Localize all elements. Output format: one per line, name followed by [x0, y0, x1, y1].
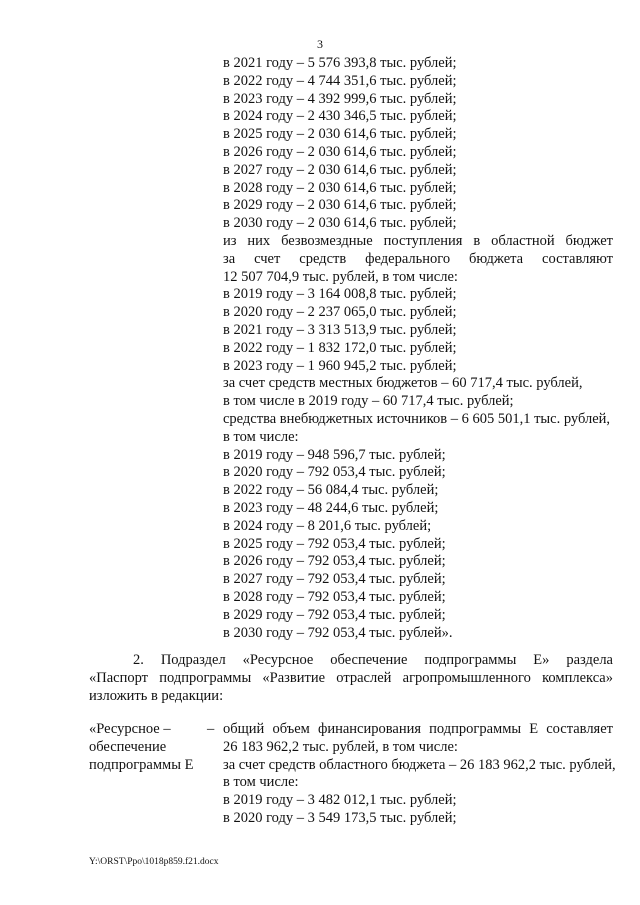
- funding-line: в 2024 году – 2 430 346,5 тыс. рублей;: [223, 108, 457, 125]
- label-line: обеспечение: [89, 738, 167, 755]
- amendment-line: изложить в редакции:: [89, 687, 224, 704]
- funding-line: в 2030 году – 2 030 614,6 тыс. рублей;: [223, 215, 457, 232]
- funding-line: в 2030 году – 792 053,4 тыс. рублей».: [223, 624, 453, 641]
- funding-line: в 2027 году – 2 030 614,6 тыс. рублей;: [223, 161, 457, 178]
- value-line: в 2020 году – 3 549 173,5 тыс. рублей;: [223, 809, 457, 826]
- funding-line: за счет средств федерального бюджета составляют: [223, 250, 613, 267]
- funding-line: в 2027 году – 792 053,4 тыс. рублей;: [223, 571, 446, 588]
- label-line: «Ресурсное –: [89, 721, 171, 737]
- amendment-line: «Паспорт подпрограммы «Развитие отраслей агропромышленного комплекса»: [89, 669, 613, 686]
- value-line: за счет средств областного бюджета – 26 183 962,2 тыс. рублей,: [223, 756, 616, 773]
- funding-line: в том числе в 2019 году – 60 717,4 тыс. рублей;: [223, 393, 514, 410]
- funding-line: в 2029 году – 2 030 614,6 тыс. рублей;: [223, 197, 457, 214]
- funding-line: за счет средств местных бюджетов – 60 717,4 тыс. рублей,: [223, 375, 583, 392]
- file-path-footer: Y:\ORST\Ppo\1018p859.f21.docx: [89, 857, 219, 867]
- funding-line: средства внебюджетных источников – 6 605 501,1 тыс. рублей,: [223, 410, 611, 427]
- funding-line: в 2028 году – 792 053,4 тыс. рублей;: [223, 588, 446, 605]
- funding-line: в 2026 году – 792 053,4 тыс. рублей;: [223, 553, 446, 570]
- amendment-paragraph: [89, 652, 613, 705]
- resource-table-dash: [207, 721, 221, 739]
- funding-line: в 2021 году – 3 313 513,9 тыс. рублей;: [223, 321, 457, 338]
- funding-line: в 2021 году – 5 576 393,8 тыс. рублей;: [223, 55, 457, 71]
- funding-line: в 2025 году – 2 030 614,6 тыс. рублей;: [223, 126, 457, 143]
- value-line: общий объем финансирования подпрограммы Е составляет: [223, 721, 613, 737]
- funding-block: [223, 55, 613, 642]
- funding-line: 12 507 704,9 тыс. рублей, в том числе:: [223, 268, 458, 285]
- funding-line: из них безвозмездные поступления в областной бюджет: [223, 232, 613, 249]
- funding-line: в 2023 году – 4 392 999,6 тыс. рублей;: [223, 90, 457, 107]
- value-line: в том числе:: [223, 774, 299, 791]
- value-line: в 2019 году – 3 482 012,1 тыс. рублей;: [223, 792, 457, 809]
- funding-line: в 2028 году – 2 030 614,6 тыс. рублей;: [223, 179, 457, 196]
- funding-line: в 2025 году – 792 053,4 тыс. рублей;: [223, 535, 446, 552]
- funding-line: в 2029 году – 792 053,4 тыс. рублей;: [223, 606, 446, 623]
- funding-line: в 2024 году – 8 201,6 тыс. рублей;: [223, 517, 432, 534]
- funding-line: в 2023 году – 48 244,6 тыс. рублей;: [223, 499, 439, 516]
- dash-mark: –: [207, 721, 215, 737]
- funding-line: в 2023 году – 1 960 945,2 тыс. рублей;: [223, 357, 457, 374]
- amendment-line: 2. Подраздел «Ресурсное обеспечение подпрограммы Е» раздела: [133, 652, 613, 668]
- resource-table-label: [89, 721, 209, 774]
- funding-line: в том числе:: [223, 428, 299, 445]
- funding-line: в 2020 году – 792 053,4 тыс. рублей;: [223, 464, 446, 481]
- resource-table-values: [223, 721, 616, 828]
- funding-line: в 2022 году – 4 744 351,6 тыс. рублей;: [223, 72, 457, 89]
- funding-line: в 2026 году – 2 030 614,6 тыс. рублей;: [223, 143, 457, 160]
- label-line: подпрограммы Е: [89, 756, 194, 773]
- funding-line: в 2022 году – 1 832 172,0 тыс. рублей;: [223, 339, 457, 356]
- funding-line: в 2022 году – 56 084,4 тыс. рублей;: [223, 482, 439, 499]
- funding-line: в 2020 году – 2 237 065,0 тыс. рублей;: [223, 304, 457, 321]
- value-line: 26 183 962,2 тыс. рублей, в том числе:: [223, 738, 458, 755]
- funding-line: в 2019 году – 3 164 008,8 тыс. рублей;: [223, 286, 457, 303]
- funding-line: в 2019 году – 948 596,7 тыс. рублей;: [223, 446, 446, 463]
- page-number: 3: [317, 37, 323, 51]
